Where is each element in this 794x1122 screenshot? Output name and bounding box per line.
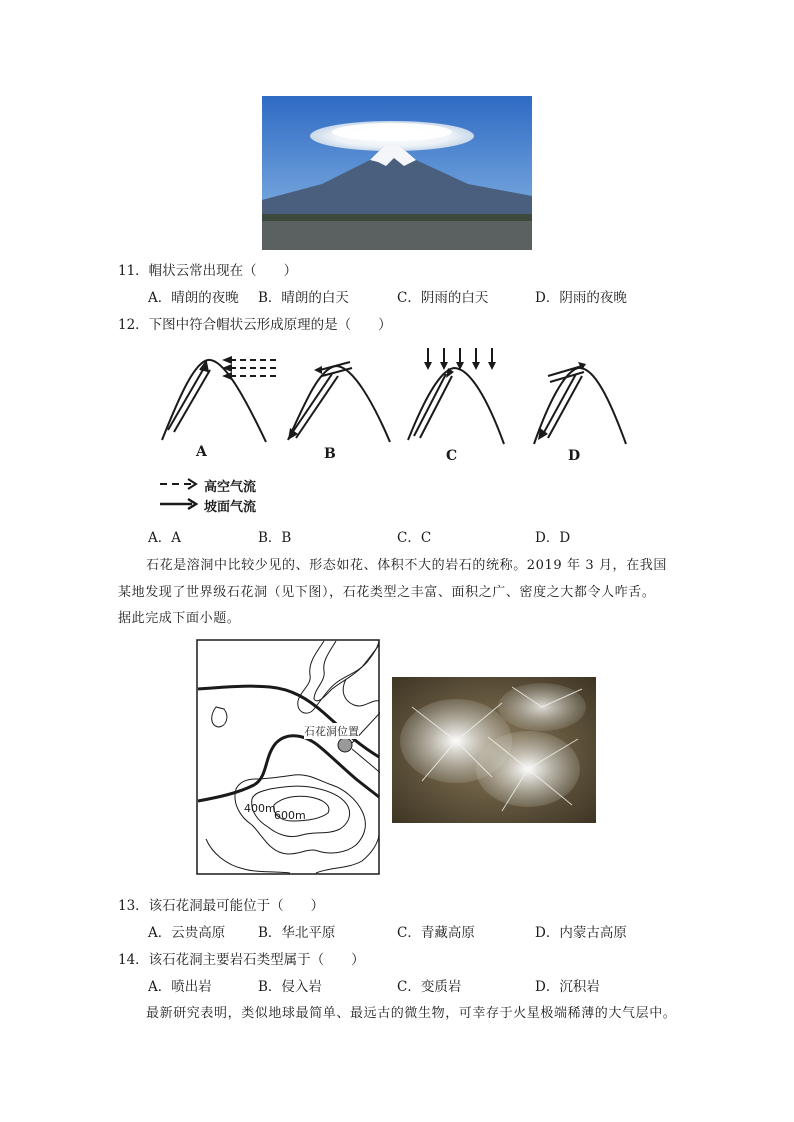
diagram-label-b: B <box>324 446 336 462</box>
legend-symbols <box>158 474 202 514</box>
passage-line-1: 石花是溶洞中比较少见的、形态如花、体积不大的岩石的统称。2019 年 3 月，在我国 <box>146 558 667 573</box>
option-b[interactable]: B．B <box>258 530 292 546</box>
question-13-options <box>148 921 668 941</box>
option-d[interactable]: D．阴雨的夜晚 <box>535 290 627 306</box>
question-13-stem: 13．该石花洞最可能位于（ ） <box>118 898 325 914</box>
option-a[interactable]: A．云贵高原 <box>148 925 226 941</box>
mountain-b <box>288 366 390 442</box>
option-a[interactable]: A．喷出岩 <box>148 979 212 995</box>
question-11-stem: 11．帽状云常出现在（ ） <box>118 263 298 279</box>
legend-slope-airflow: 坡面气流 <box>204 500 257 515</box>
mountain-a <box>162 360 266 442</box>
question-11-options <box>148 286 668 306</box>
question-14-options <box>148 975 668 995</box>
passage-line-3: 据此完成下面小题。 <box>118 611 241 626</box>
contour-map <box>196 639 380 875</box>
option-b[interactable]: B．侵入岩 <box>258 979 322 995</box>
legend-upper-airflow: 高空气流 <box>204 480 257 495</box>
option-d[interactable]: D．D <box>535 530 571 546</box>
diagram-label-d: D <box>568 448 581 464</box>
cave-flower-photo <box>392 677 596 823</box>
option-a[interactable]: A．A <box>148 530 181 546</box>
cap-cloud-mountain-photo <box>262 96 532 250</box>
question-14-stem: 14．该石花洞主要岩石类型属于（ ） <box>118 952 365 968</box>
question-12-options <box>148 526 668 546</box>
contour-label-400m: 400m <box>244 802 276 815</box>
passage-2-text: 最新研究表明，类似地球最简单、最远古的微生物，可幸存于火星极端稀薄的大气层中。 <box>146 1006 677 1021</box>
diagram-label-a: A <box>196 444 207 460</box>
cave-location-label: 石花洞位置 <box>304 725 359 738</box>
diagram-label-c: C <box>446 448 458 464</box>
option-b[interactable]: B．华北平原 <box>258 925 336 941</box>
option-d[interactable]: D．沉积岩 <box>535 979 600 995</box>
option-b[interactable]: B．晴朗的白天 <box>258 290 349 306</box>
contour-label-600m: 600m <box>274 809 306 822</box>
option-c[interactable]: C．阴雨的白天 <box>397 290 489 306</box>
option-c[interactable]: C．C <box>397 530 432 546</box>
option-c[interactable]: C．变质岩 <box>397 979 462 995</box>
option-a[interactable]: A．晴朗的夜晚 <box>148 290 239 306</box>
passage-line-2: 某地发现了世界级石花洞（见下图），石花类型之丰富、面积之广、密度之大都令人咋舌。 <box>118 585 656 600</box>
option-d[interactable]: D．内蒙古高原 <box>535 925 627 941</box>
question-12-stem: 12．下图中符合帽状云形成原理的是（ ） <box>118 317 392 333</box>
option-c[interactable]: C．青藏高原 <box>397 925 475 941</box>
